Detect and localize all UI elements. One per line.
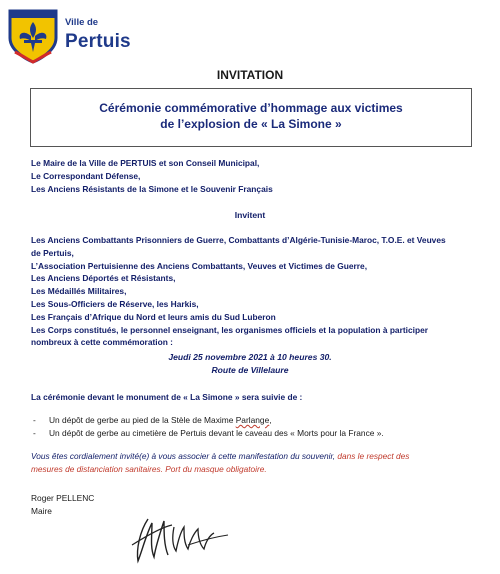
bullet-text: Un dépôt de gerbe au pied de la Stèle de Maxime xyxy=(49,415,236,425)
bullet-text-end: , xyxy=(269,415,272,425)
closing-health-text: dans le respect des xyxy=(337,451,410,461)
signer-block xyxy=(31,492,94,518)
bullet-text-name: Parlange xyxy=(235,415,270,425)
invitee-line: de Pertuis, xyxy=(31,247,74,258)
bullet-item xyxy=(31,414,384,427)
event-date: Jeudi 25 novembre 2021 à 10 heures 30. xyxy=(168,352,332,362)
bullet-dash: - xyxy=(33,415,36,425)
invitee-line: Les Corps constitués, le personnel enseignant, les organismes officiels et la population à participer xyxy=(31,324,428,335)
invitee-line: nombreux à cette commémoration : xyxy=(31,337,173,348)
signer-title: Maire xyxy=(31,505,52,516)
signer-name: Roger PELLENC xyxy=(31,493,95,503)
closing-note xyxy=(31,450,409,475)
handwritten-signature xyxy=(128,505,238,565)
event-title-line-2: de l’explosion de « La Simone » xyxy=(160,117,342,131)
invitee-line: L’Association Pertuisienne des Anciens Combattants, Veuves et Victimes de Guerre, xyxy=(31,260,368,271)
fleur-de-lis-shield-icon xyxy=(7,8,59,64)
invitee-line: Les Anciens Déportés et Résistants, xyxy=(31,273,176,284)
event-title-line-1: Cérémonie commémorative d’hommage aux victimes xyxy=(99,101,403,115)
closing-text: Vous êtes cordialement invité(e) à vous associer à cette manifestation du souvenir, xyxy=(31,451,338,461)
organizer-line: Le Correspondant Défense, xyxy=(31,170,141,181)
invitee-line: Les Médaillés Militaires, xyxy=(31,286,127,297)
bullet-item xyxy=(31,427,384,440)
invitee-line: Les Français d’Afrique du Nord et leurs amis du Sud Luberon xyxy=(31,311,276,322)
logo-city-name: Pertuis xyxy=(65,31,131,52)
organizer-line: Les Anciens Résistants de la Simone et le Souvenir Français xyxy=(31,183,273,194)
logo-small-text: Ville de xyxy=(65,17,99,28)
event-date-place xyxy=(0,351,500,377)
city-logo xyxy=(7,8,131,64)
invitent-heading: Invitent xyxy=(234,210,266,220)
invitee-line: Les Anciens Combattants Prisonniers de Guerre, Combattants d’Algérie-Tunisie-Maroc, T.O.E. et Veuves xyxy=(31,235,446,245)
ceremony-bullets xyxy=(31,414,384,440)
ceremony-intro: La cérémonie devant le monument de « La Simone » sera suivie de : xyxy=(31,392,303,402)
organizers-list xyxy=(31,157,273,195)
invitation-heading: INVITATION xyxy=(216,68,284,82)
closing-line-1 xyxy=(31,450,409,463)
bullet-dash: - xyxy=(33,427,36,438)
event-title-box xyxy=(30,88,472,147)
organizer-line: Le Maire de la Ville de PERTUIS et son Conseil Municipal, xyxy=(31,158,260,168)
event-place: Route de Villelaure xyxy=(211,364,289,375)
bullet-text: Un dépôt de gerbe au cimetière de Pertuis devant le caveau des « Morts pour la France ». xyxy=(49,427,384,438)
closing-line-2: mesures de distanciation sanitaires. Port du masque obligatoire. xyxy=(31,463,267,474)
invitees-list xyxy=(31,234,446,349)
invitee-line: Les Sous-Officiers de Réserve, les Harkis, xyxy=(31,298,199,309)
